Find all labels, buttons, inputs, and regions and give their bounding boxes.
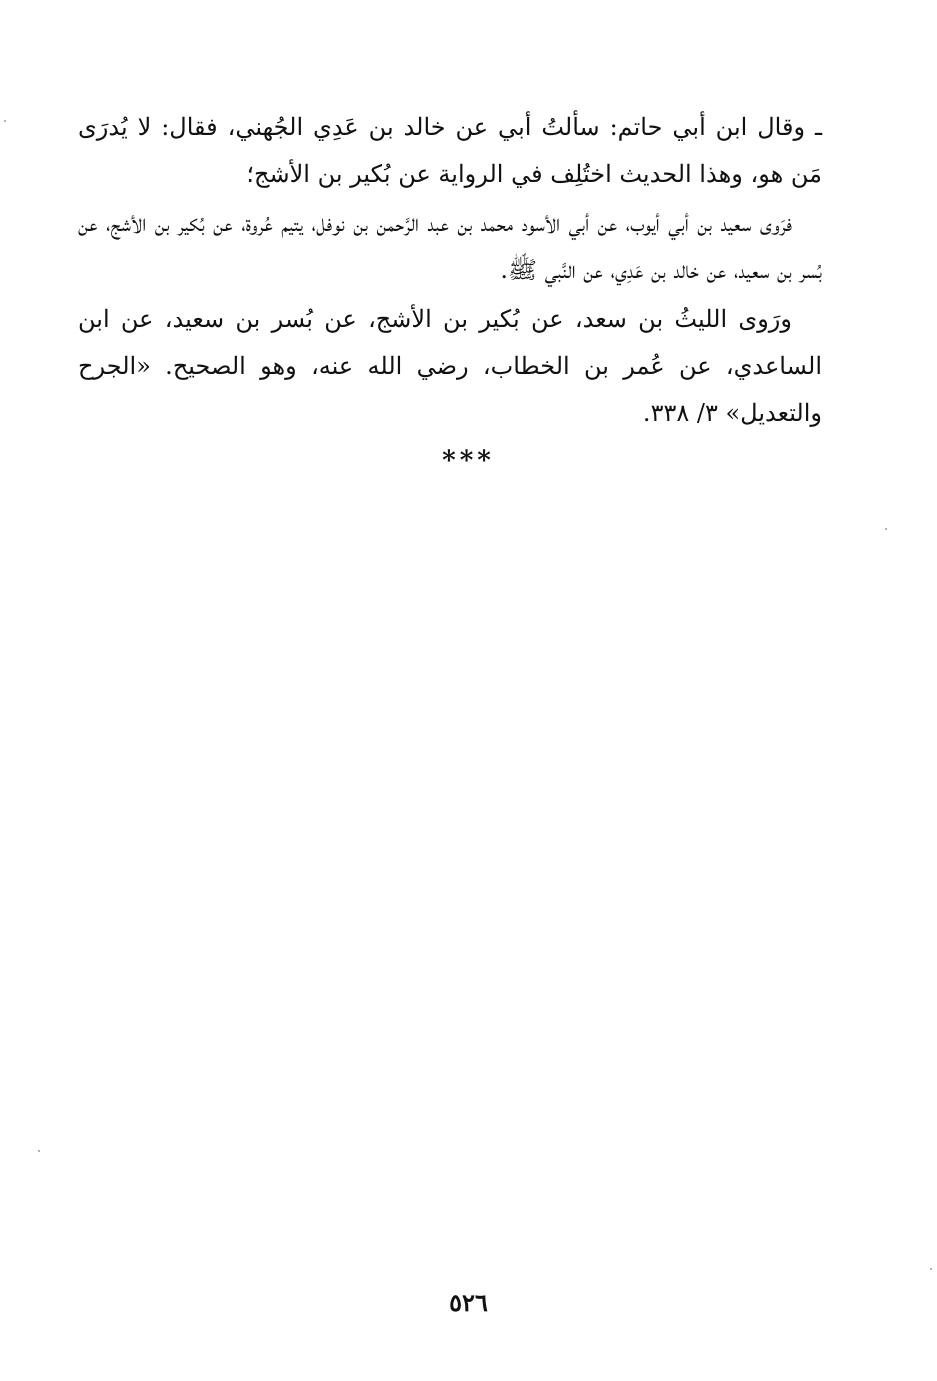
scan-speck [38,1150,40,1152]
section-divider: *** [442,446,495,476]
scan-speck [4,120,6,122]
scan-speck [885,528,887,530]
paragraph-text: ـ وقال ابن أبي حاتم: سألتُ أبي عن خالد بن عَدِي الجُهني، فقال: لا يُدرَى مَن هو، وهذا الحديث اختُلِف في الرواية عن بُكير بن الأشج؛ [78,113,822,188]
paragraph-text: ورَوى الليثُ بن سعد، عن بُكير بن الأشج، عن بُسر بن سعيد، عن ابن الساعدي، عن عُمر بن الخطاب، رضي الله عنه، وهو الصحيح. «الجرح والتعديل» ٣/ ٣٣٨. [78,305,822,427]
paragraph-al-layth [78,296,822,437]
paragraph-said-ibn-abi-ayyub [78,200,822,294]
paragraph-ibn-abi-hatim [78,104,822,198]
page-number: ٥٢٦ [449,1288,488,1317]
scan-speck [930,1268,932,1270]
paragraph-text: فرَوى سعيد بن أبي أيوب، عن أبي الأسود محمد بن عبد الرَّحمن بن نوفل، يتيم عُروة، عن بُكير بن الأشج، عن بُسر بن سعيد، عن خالد بن عَدِي، عن النَّبي ﷺ. [78,209,822,284]
main-text [78,104,822,437]
